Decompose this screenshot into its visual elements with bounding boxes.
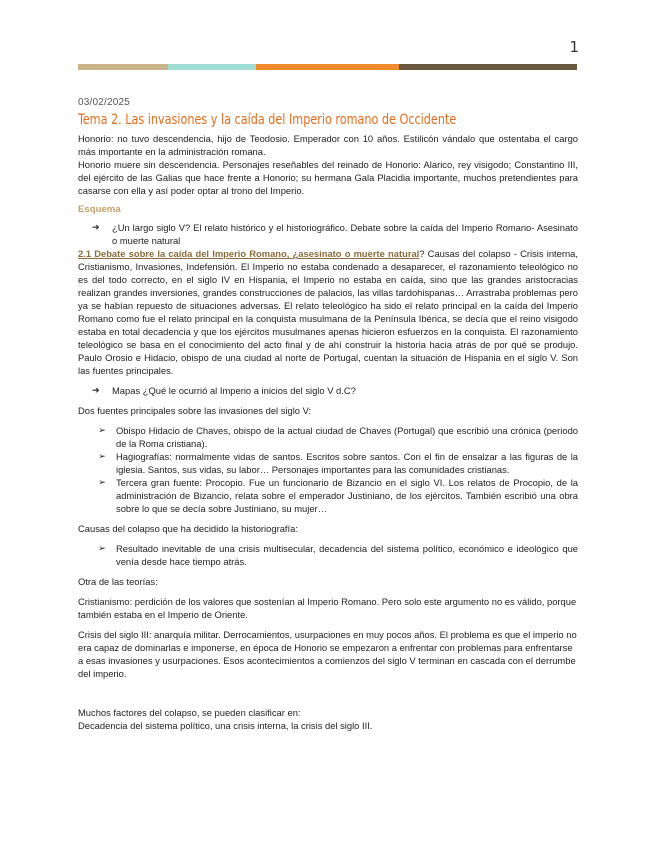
fuentes-list-item <box>88 450 578 476</box>
section-2-1-text: ? Causas del colapso - Crisis interna, Cristianismo, Invasiones, Indefensión. El Imperio no estaba condenado a desaparecer, el razonamiento teleológico no es del todo correcto, en el siglo IV en Hispania, el Imperio no estaba en caída, sino que las grandes aristocracias realizan grandes inversiones, grandes construcciones de palacios, las villas tardohispanas… Arrastraba problemas pero ya se habían repuesto de situaciones adversas. El relato teleológico ha sido el relato principal en la caída del Imperio Romano como fue el relato principal en la conquista musulmana de la Península Ibérica, se decía que el reino visigodo estaba en total decadencia y que los ejércitos musulmanes apenas hicieron esfuerzos en la conquista. El razonamiento teleológico se basa en el conocimiento del acto final y de ahí construir la historia hacia atrás de por qué se produjo. Paulo Orosio e Hidacio, obispo de una ciudad al norte de Portugal, cuentan la situación de Hispania en el siglo V. Son las fuentes principales. <box>78 248 579 376</box>
triangle-bullet-icon: ➢ <box>98 451 106 461</box>
color-bar-segment-brown <box>399 64 577 70</box>
causas-intro: Causas del colapso que ha decidido la historiografía: <box>78 523 298 534</box>
triangle-bullet-icon: ➢ <box>98 425 106 435</box>
crisis-siglo-iii-paragraph: Crisis del siglo III: anarquía militar. Derrocamientos, usurpaciones en muy pocos años. El problema es que el imperio no era capaz de dominarlas e imponerse, en época de Honorio se empezaron a enfrentar con problemas para enfrentarse a esas invasiones y usurpaciones. Esos acontecimientos a comienzos del siglo V terminan en cascada con el derrumbe del imperio. <box>78 629 577 679</box>
final-line: Decadencia del sistema político, una crisis interna, la crisis del siglo III. <box>78 720 373 731</box>
arrow-bullet-icon: ➔ <box>92 385 100 395</box>
header-color-bar <box>78 64 577 70</box>
section-2-1-heading: 2.1 Debate sobre la caída del Imperio Romano, ¿asesinato o muerte natural <box>78 248 420 259</box>
date: 03/02/2025 <box>78 97 131 108</box>
causas-item-text: Resultado inevitable de una crisis multisecular, decadencia del sistema político, económico e ideológico que venía desde hace tiempo atrás. <box>116 543 578 567</box>
mapas-item-text: Mapas ¿Qué le ocurrió al Imperio a inicios del siglo V d.C? <box>112 385 356 396</box>
causas-list-item <box>88 542 578 568</box>
color-bar-segment-orange <box>256 64 399 70</box>
color-bar-segment-tan <box>78 64 168 70</box>
fuentes-item-text: Tercera gran fuente: Procopio. Fue un funcionario de Bizancio en el siglo VI. Los relatos de Procopio, de la administración de Bizancio, relata sobre el emperador Justiniano, de los ejércitos. También escribió una obra sobre lo que se decía sobre Justiniano, su mujer… <box>116 477 578 514</box>
section-2-1-paragraph <box>78 247 578 377</box>
intro-paragraph: Honorio: no tuvo descendencia, hijo de Teodosio. Emperador con 10 años. Estilicón vándalo que ostentaba el cargo más importante en la administración romana. <box>78 133 578 157</box>
otra-teorias: Otra de las teorías: <box>78 576 158 587</box>
fuentes-intro: Dos fuentes principales sobre las invasiones del siglo V: <box>78 405 312 416</box>
esquema-list-item <box>92 221 578 247</box>
mapas-list-item <box>92 384 578 397</box>
triangle-bullet-icon: ➢ <box>98 543 106 553</box>
esquema-item-text: ¿Un largo siglo V? El relato histórico y el historiográfico. Debate sobre la caída del Imperio Romano- Asesinato o muerte natural <box>112 222 578 246</box>
intro-paragraph: Honorio muere sin descendencia. Personajes reseñables del reinado de Honorio: Alarico, rey visigodo; Constantino III, del ejército de las Galias que hace frente a Honorio; su hermana Gala Placidia importante, muchos pretendientes para casarse con ella y así poder optar al trono del Imperio. <box>78 159 578 196</box>
document-body <box>78 96 578 732</box>
esquema-heading: Esquema <box>78 204 121 215</box>
fuentes-list-item <box>88 476 578 515</box>
fuentes-item-text: Hagiografías: normalmente vidas de santos. Escritos sobre santos. Con el fin de ensalzar a las figuras de la iglesia. Santos, sus vidas, su labor… Personajes importantes para las comunidades cristianas. <box>116 451 578 475</box>
arrow-bullet-icon: ➔ <box>92 222 100 232</box>
fuentes-item-text: Obispo Hidacio de Chaves, obispo de la actual ciudad de Chaves (Portugal) que escribió una crónica (periodo de la Roma cristiana). <box>116 425 578 449</box>
color-bar-segment-teal <box>168 64 256 70</box>
page-number: 1 <box>569 38 579 56</box>
cristianismo-paragraph: Cristianismo: perdición de los valores que sostenían al Imperio Romano. Pero solo este argumento no es válido, porque también estaba en el Imperio de Oriente. <box>78 596 577 620</box>
final-line: Muchos factores del colapso, se pueden clasificar en: <box>78 707 301 718</box>
fuentes-list-item <box>88 424 578 450</box>
page-title: Tema 2. Las invasiones y la caída del Imperio romano de Occidente <box>78 112 457 128</box>
triangle-bullet-icon: ➢ <box>98 477 106 487</box>
